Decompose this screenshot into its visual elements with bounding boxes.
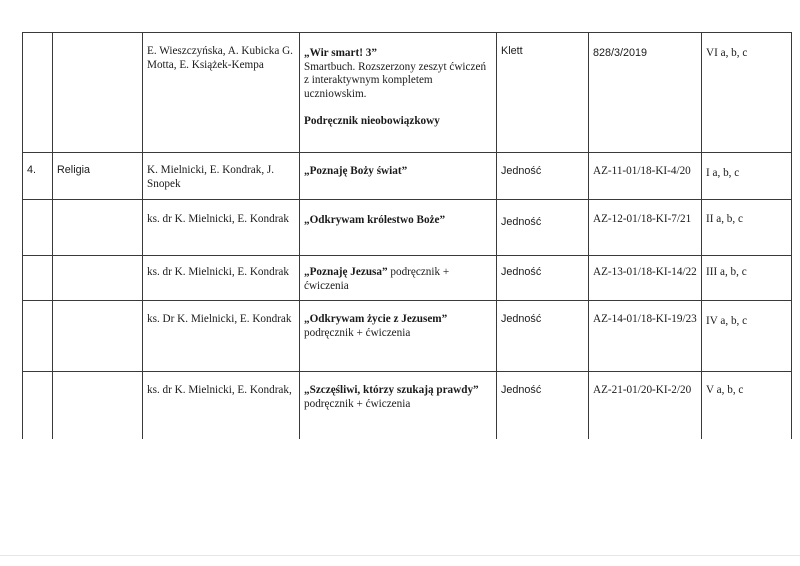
cell-number [23,256,53,301]
cell-approval-number: AZ-12-01/18-KI-7/21 [589,200,702,256]
cell-authors: ks. Dr K. Mielnicki, E. Kondrak [143,301,300,372]
cell-authors: K. Mielnicki, E. Kondrak, J. Snopek [143,153,300,200]
cell-authors: ks. dr K. Mielnicki, E. Kondrak [143,256,300,301]
cell-subject [53,33,143,153]
textbook-table [22,32,792,439]
table-row [23,153,792,200]
cell-classes: V a, b, c [702,372,792,439]
cell-publisher: Jedność [497,200,589,256]
book-title: „Odkrywam życie z Jezusem” [304,313,448,325]
book-description: podręcznik + ćwiczenia [304,266,450,292]
cell-authors: ks. dr K. Mielnicki, E. Kondrak, [143,372,300,439]
cell-publisher: Jedność [497,301,589,372]
cell-publisher: Jedność [497,256,589,301]
cell-title [300,301,497,372]
cell-number: 4. [23,153,53,200]
cell-number [23,33,53,153]
page-edge-line [0,555,800,556]
cell-subject: Religia [53,153,143,200]
cell-classes: III a, b, c [702,256,792,301]
cell-approval-number: 828/3/2019 [589,33,702,153]
cell-title [300,256,497,301]
book-title: „Odkrywam królestwo Boże” [304,214,446,226]
cell-title [300,200,497,256]
cell-publisher: Jedność [497,372,589,439]
book-title: „Poznaję Boży świat” [304,165,408,177]
cell-subject [53,372,143,439]
book-title: „Poznaję Jezusa” [304,266,388,278]
cell-authors: ks. dr K. Mielnicki, E. Kondrak [143,200,300,256]
cell-classes: IV a, b, c [702,301,792,372]
cell-authors: E. Wieszczyńska, A. Kubicka G. Motta, E. Książek-Kempa [143,33,300,153]
book-title: „Wir smart! 3” [304,47,377,59]
book-title: „Szczęśliwi, którzy szukają prawdy” [304,384,479,396]
table-row [23,33,792,153]
table-row [23,200,792,256]
cell-approval-number: AZ-14-01/18-KI-19/23 [589,301,702,372]
table-row [23,256,792,301]
table-row [23,372,792,439]
cell-classes: II a, b, c [702,200,792,256]
cell-classes: VI a, b, c [702,33,792,153]
cell-publisher: Jedność [497,153,589,200]
cell-approval-number: AZ-13-01/18-KI-14/22 [589,256,702,301]
cell-number [23,200,53,256]
cell-title [300,33,497,153]
cell-subject [53,256,143,301]
book-description: Smartbuch. Rozszerzony zeszyt ćwiczeń z interaktywnym kompletem uczniowskim. [304,60,487,100]
cell-subject [53,301,143,372]
cell-classes: I a, b, c [702,153,792,200]
cell-title [300,153,497,200]
cell-number [23,372,53,439]
cell-approval-number: AZ-11-01/18-KI-4/20 [589,153,702,200]
cell-approval-number: AZ-21-01/20-KI-2/20 [589,372,702,439]
cell-publisher: Klett [497,33,589,153]
optional-note: Podręcznik nieobowiązkowy [304,115,440,128]
table-row [23,301,792,372]
cell-number [23,301,53,372]
book-description: podręcznik + ćwiczenia [304,397,411,410]
cell-subject [53,200,143,256]
book-description: podręcznik + ćwiczenia [304,326,411,339]
cell-title [300,372,497,439]
